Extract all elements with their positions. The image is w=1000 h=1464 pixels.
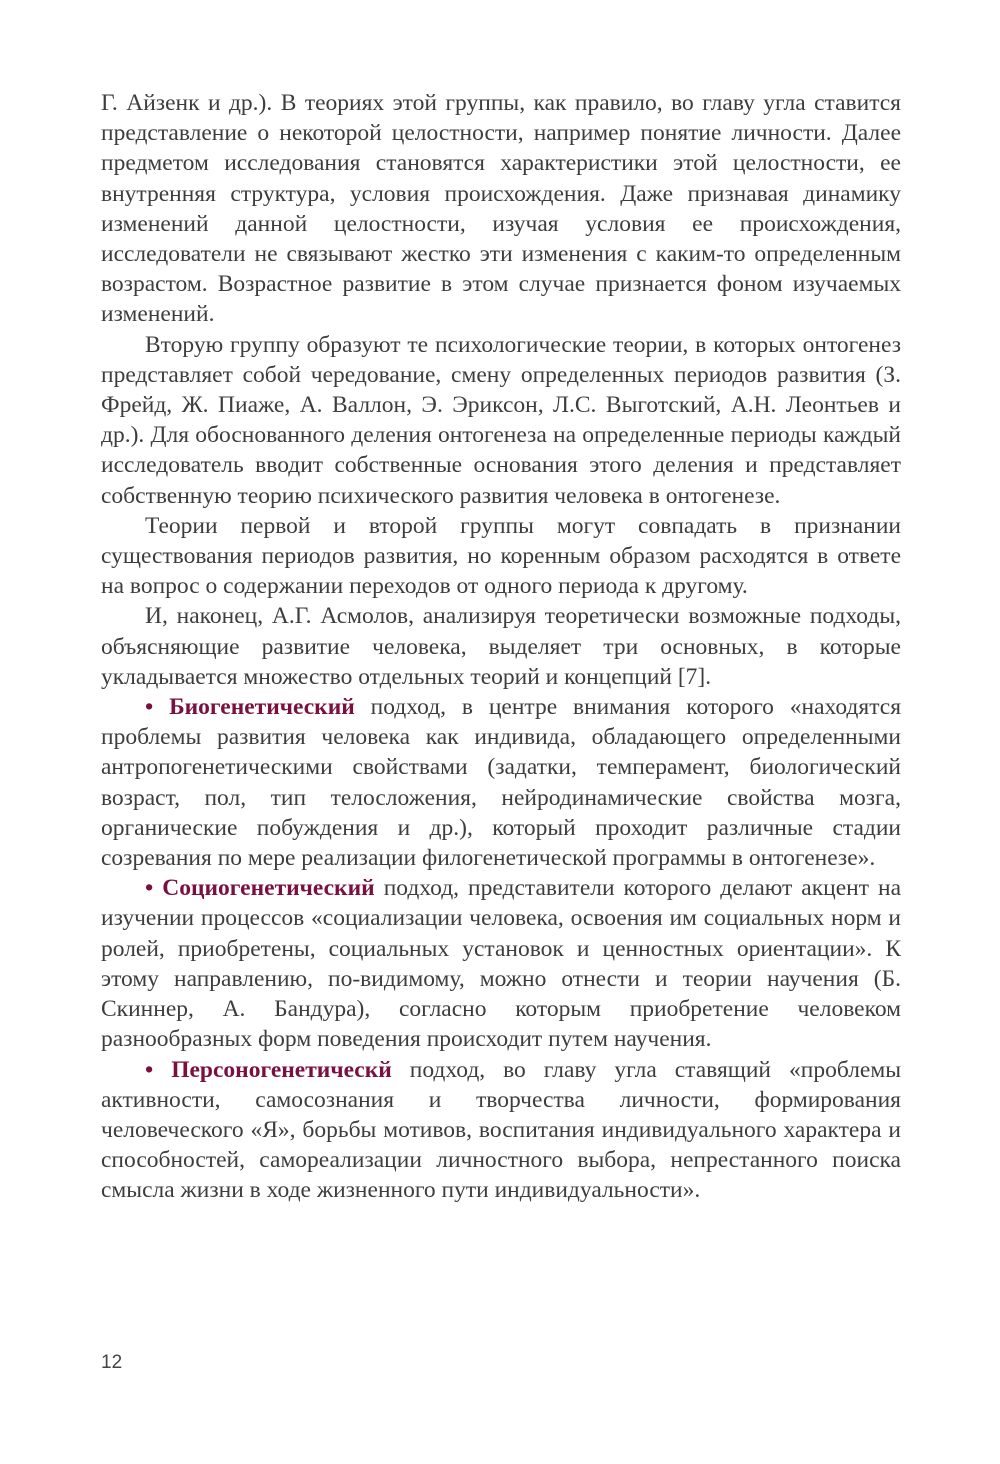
paragraph-intro-continuation: Г. Айзенк и др.). В теориях этой группы, как правило, во главу угла ставится представление о некоторой целостности, например понятие личности. Далее предметом исследования становятся характеристики этой целостности, ее внутренняя структура, условия происхождения. Даже признавая динамику изменений данной целостности, изучая условия ее происхождения, исследователи не связывают жестко эти изменения с каким-то определенным возрастом. Возрастное развитие в этом случае признается фоном изучаемых изменений. xyxy=(101,90,901,328)
page-body xyxy=(101,88,901,1206)
bullet-biogenetic xyxy=(101,692,901,873)
paragraph-second-group: Вторую группу образуют те психологические теории, в которых онтогенез представляет собой чередование, смену определенных периодов развития (З. Фрейд, Ж. Пиаже, А. Валлон, Э. Эриксон, Л.С. Выготский, А.Н. Леонтьев и др.). Для обоснованного деления онтогенеза на определенные периоды каждый исследователь вводит собственные основания этого деления и представляет собственную теорию психического развития человека в онтогенезе. xyxy=(101,331,901,509)
bullet-personogenetic xyxy=(101,1055,901,1206)
term-biogenetic: Биогенетический xyxy=(169,694,355,721)
bullet-icon: • xyxy=(145,1056,154,1083)
bullet-icon: • xyxy=(145,694,154,721)
term-personogenetic: Персоногенетическй xyxy=(171,1056,392,1083)
page-number: 12 xyxy=(101,1352,123,1373)
bullet-sociogenetic xyxy=(101,873,901,1054)
paragraph-groups-comparison: Теории первой и второй группы могут совпадать в признании существования периодов развития, но коренным образом расходятся в ответе на вопрос о содержании переходов от одного периода к другому. xyxy=(101,512,901,600)
term-sociogenetic: Социогенетический xyxy=(162,875,375,902)
bullet-text: подход, в центре внимания которого «находятся проблемы развития человека как индивида, обладающего определенными антропогенетическими свойствами (задатки, темперамент, биологический возраст, пол, тип телосложения, нейродинамические свойства мозга, органические побуждения и др.), который проходит различные стадии созревания по мере реализации филогенетической программы в онтогенезе». xyxy=(101,694,901,872)
bullet-text: подход, представители которого делают акцент на изучении процессов «социализации человека, освоения им социальных норм и ролей, приобретены, социальных установок и ценностных ориентации». К этому направлению, по-видимому, можно отнести и теории научения (Б. Скиннер, А. Бандура), согласно которым приобретение человеком разнообразных форм поведения происходит путем научения. xyxy=(101,875,902,1053)
paragraph-asmolov: И, наконец, А.Г. Асмолов, анализируя теоретически возможные подходы, объясняющие развитие человека, выделяет три основных, в которые укладывается множество отдельных теорий и концепций [7]. xyxy=(101,603,901,690)
bullet-text: подход, во главу угла ставящий «проблемы активности, самосознания и творчества личности, формирования человеческого «Я», борьбы мотивов, воспитания индивидуального характера и способностей, самореализации личностного выбора, непрестанного поиска смысла жизни в ходе жизненного пути индивидуальности». xyxy=(101,1056,902,1204)
bullet-icon: • xyxy=(145,875,154,902)
